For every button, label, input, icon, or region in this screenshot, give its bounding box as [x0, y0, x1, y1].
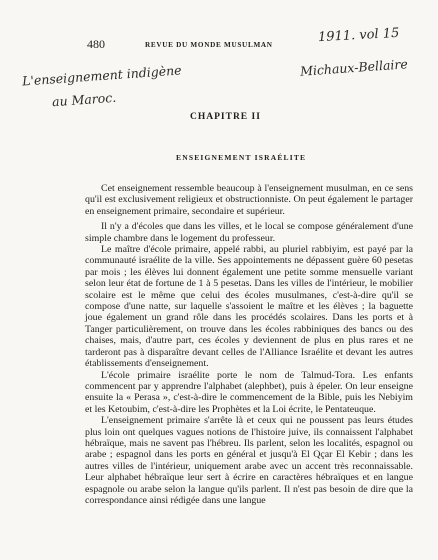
paragraph: L'enseignement primaire s'arrête là et ceux qui ne poussent pas leurs études plus loin ont quelques vagues notions de l'histoire juive, ils connaissent l'alphabet hébraïque, mais ne savent pas l'hébreu. Ils parlent, selon les localités, espagnol ou arabe ; espagnol dans les ports en général et jusqu'à El Qçar El Kebir ; dans les autres villes de l'intérieur, uniquement arabe avec un accent très reconnaissable. Leur alphabet hébraïque leur sert à écrire en caractères hébraïques et en langue espagnole ou arabe selon la langue qu'ils parlent. Il n'est pas besoin de dire que la correspondance ainsi rédigée dans une langue [85, 415, 413, 506]
chapter-heading: CHAPITRE II [190, 112, 261, 122]
paragraph: L'école primaire israélite porte le nom de Talmud-Tora. Les enfants commencent par y apprendre l'alphabet (alephbet), puis à épeler. On leur enseigne ensuite la « Perasa », c'est-à-dire le commencement de la Bible, puis les Nebiyim et les Ketoubim, c'est-à-dire les Prophètes et la Loi écrite, le Pentateuque. [85, 369, 413, 415]
section-heading: ENSEIGNEMENT ISRAÉLITE [176, 153, 307, 162]
paragraph: Le maître d'école primaire, appelé rabbi, au pluriel rabbiyim, est payé par la communauté israélite de la ville. Ses appointements ne dépassent guère 60 pesetas par mois ; les élèves lui donnent également une petite somme mensuelle variant selon leur état de fortune de 1 à 5 pesetas. Dans les villes de l'intérieur, le mobilier scolaire est le même que celui des écoles musulmanes, c'est-à-dire qu'il se compose d'une natte, sur laquelle s'assoient le maître et les élèves ; la baguette joue également un grand rôle dans les procédés scolaires. Dans les ports et à Tanger particulièrement, on trouve dans les écoles rabbiniques des bancs ou des chaises, mais, d'autre part, ces écoles y deviennent de plus en plus rares et ne tarderont pas à disparaître devant celles de l'Alliance Israélite et devant les autres établissements d'enseignement. [85, 244, 413, 370]
page-number: 480 [87, 37, 105, 51]
handwritten-title-line1: L'enseignement indigène [21, 62, 182, 89]
handwritten-title-line2: au Maroc. [51, 89, 117, 110]
handwritten-author: Michaux-Bellaire [299, 56, 409, 79]
paragraph: Cet enseignement ressemble beaucoup à l'enseignement musulman, en ce sens qu'il est exclusivement religieux et obstructionniste. On peut également le partager en enseignement primaire, secondaire et supérieur. [85, 183, 413, 217]
running-title: REVUE DU MONDE MUSULMAN [145, 41, 273, 49]
paragraph: Il n'y a d'écoles que dans les villes, et le local se compose généralement d'une simple chambre dans le logement du professeur. [85, 221, 413, 244]
body-text [85, 183, 413, 506]
handwritten-reference: 1911. vol 15 [317, 25, 400, 46]
